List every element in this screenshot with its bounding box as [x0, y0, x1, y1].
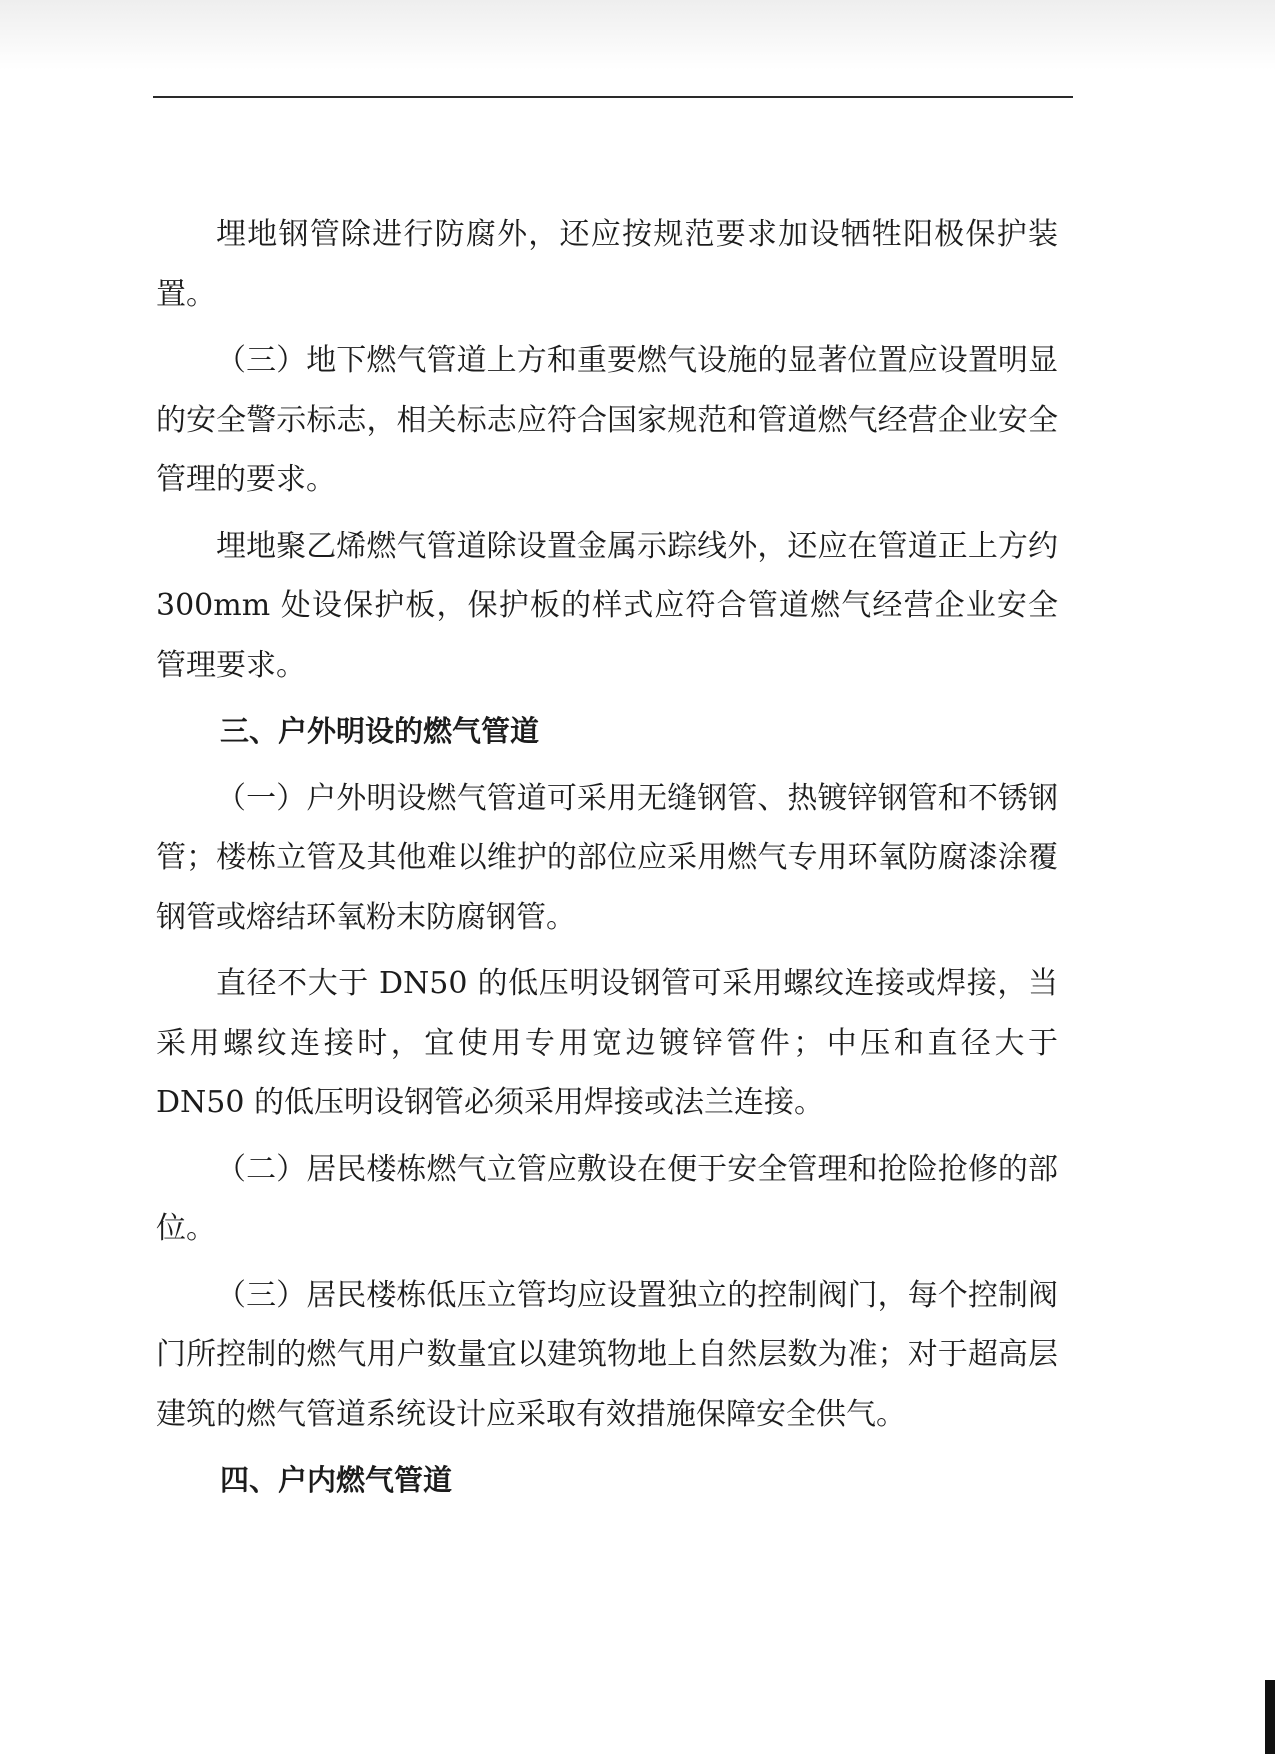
paragraph-sacrificial-anode: 埋地钢管除进行防腐外，还应按规范要求加设牺牲阳极保护装置。	[156, 217, 1058, 312]
paragraph-pipe-connections: 直径不大于 DN50 的低压明设钢管可采用螺纹连接或焊接，当采用螺纹连接时，宜使用专用宽边镀锌管件；中压和直径大于 DN50 的低压明设钢管必须采用焊接或法兰连接。	[156, 966, 1058, 1120]
document-body	[156, 205, 1058, 1511]
section-heading-outdoor-pipes: 三、户外明设的燃气管道	[220, 714, 540, 748]
section-heading-indoor-pipes: 四、户内燃气管道	[220, 1463, 453, 1497]
paragraph-polyethylene-pipe: 埋地聚乙烯燃气管道除设置金属示踪线外，还应在管道正上方约 300mm 处设保护板，保护板的样式应符合管道燃气经营企业安全管理要求。	[156, 528, 1058, 683]
scan-shadow	[0, 0, 1275, 70]
paragraph-riser-location: （二）居民楼栋燃气立管应敷设在便于安全管理和抢险抢修的部位。	[156, 1151, 1058, 1246]
paragraph-outdoor-pipe-materials: （一）户外明设燃气管道可采用无缝钢管、热镀锌钢管和不锈钢管；楼栋立管及其他难以维护的部位应采用燃气专用环氧防腐漆涂覆钢管或熔结环氧粉末防腐钢管。	[156, 780, 1058, 935]
scan-edge-mark	[1265, 1680, 1275, 1754]
paragraph-warning-signs: （三）地下燃气管道上方和重要燃气设施的显著位置应设置明显的安全警示标志，相关标志应符合国家规范和管道燃气经营企业安全管理的要求。	[156, 343, 1058, 497]
paragraph-control-valves: （三）居民楼栋低压立管均应设置独立的控制阀门，每个控制阀门所控制的燃气用户数量宜以建筑物地上自然层数为准；对于超高层建筑的燃气管道系统设计应采取有效措施保障安全供气。	[156, 1277, 1058, 1432]
header-rule	[153, 96, 1073, 98]
